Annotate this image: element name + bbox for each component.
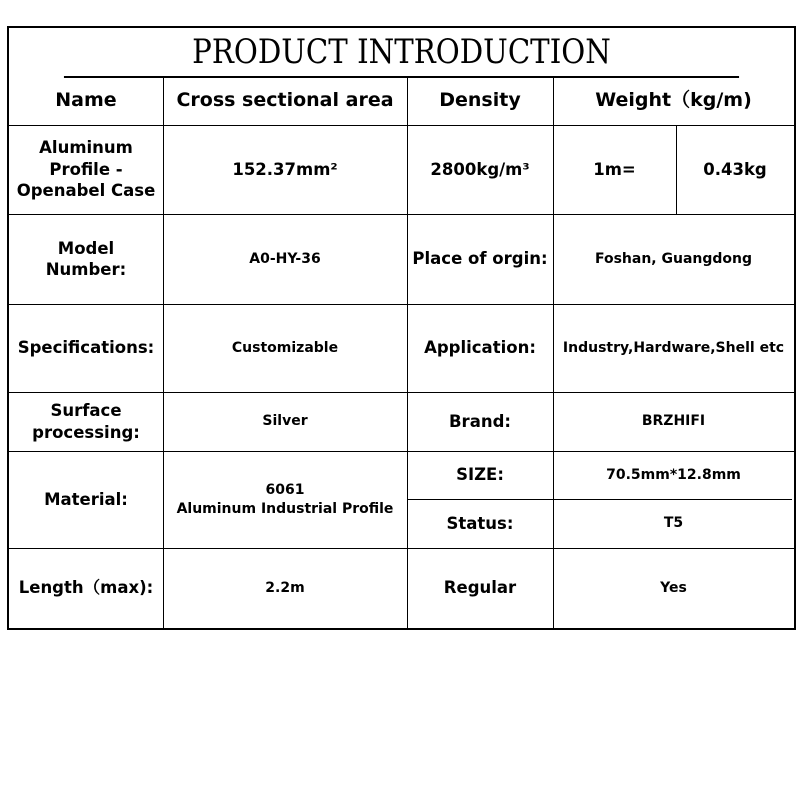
material-label: Material:: [44, 489, 128, 509]
model-number-label: Model Number:: [45, 238, 127, 279]
brand-label: Brand:: [448, 411, 511, 431]
model-number-value: A0-HY-36: [249, 250, 321, 267]
surface-processing-label: Surface processing:: [32, 401, 140, 442]
material-description: Aluminum Industrial Profile: [176, 500, 394, 517]
material-grade: 6061: [265, 482, 305, 499]
material-value: [163, 451, 407, 548]
application-label: Application:: [424, 338, 536, 358]
weight-unit: 1m=: [593, 159, 636, 179]
surface-processing-value: Silver: [262, 413, 308, 430]
product-area: 152.37mm²: [232, 159, 338, 179]
size-value: 70.5mm*12.8mm: [606, 466, 741, 483]
weight-value: 0.43kg: [703, 159, 767, 179]
regular-value: Yes: [660, 579, 687, 596]
place-of-origin-label: Place of orgin:: [412, 249, 548, 269]
application-value: Industry,Hardware,Shell etc: [562, 339, 785, 356]
size-label: SIZE:: [456, 465, 504, 485]
header-density: Density: [439, 89, 521, 112]
header-weight: Weight（kg/m): [595, 89, 752, 112]
specifications-label: Specifications:: [17, 338, 155, 358]
status-value: T5: [663, 515, 684, 532]
specifications-value: Customizable: [231, 339, 339, 356]
place-of-origin-value: Foshan, Guangdong: [594, 250, 753, 267]
product-name: Aluminum Profile - Openabel Case: [16, 138, 156, 201]
header-name: Name: [55, 89, 117, 112]
regular-label: Regular: [443, 578, 517, 598]
length-value: 2.2m: [265, 579, 305, 596]
brand-value: BRZHIFI: [641, 413, 706, 430]
product-density: 2800kg/m³: [430, 159, 530, 179]
product-introduction-table: [7, 26, 796, 630]
table-title: PRODUCT INTRODUCTION: [64, 28, 739, 78]
status-label: Status:: [446, 513, 514, 533]
header-cross-sectional-area: Cross sectional area: [176, 89, 394, 112]
length-label: Length（max):: [18, 578, 154, 598]
